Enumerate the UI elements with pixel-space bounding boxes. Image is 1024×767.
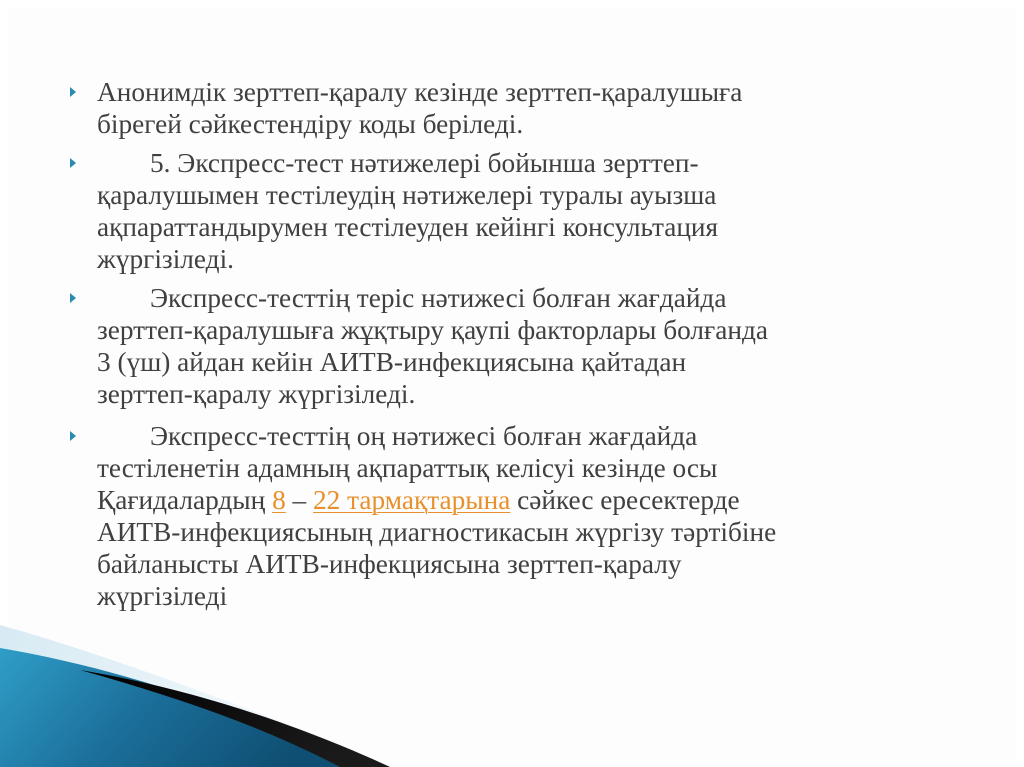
rule-22-link[interactable]: 22 тармақтарына — [313, 485, 511, 515]
bullet-arrow-icon — [70, 431, 76, 441]
text-line — [97, 147, 977, 179]
bullet-text-4 — [97, 420, 977, 612]
bullet-arrow-icon — [70, 158, 76, 168]
text-line: тестіленетін адамның ақпараттық келісуі кезінде осы — [97, 453, 718, 483]
text-line-content: 5. Экспресс-тест нәтижелері бойынша зерттеп- — [150, 148, 699, 178]
bullet-text-2 — [97, 147, 977, 275]
text-line: АИТВ-инфекциясының диагностикасын жүргізу тәртібіне — [97, 517, 777, 547]
bullet-arrow-icon — [70, 87, 76, 97]
link-separator-text: – — [285, 485, 314, 515]
text-line: бірегей сәйкестендіру коды беріледі. — [97, 109, 524, 139]
text-line: зерттеп-қаралу жүргізіледі. — [97, 379, 416, 409]
text-line: 3 (үш) айдан кейін АИТВ-инфекциясына қайтадан — [97, 347, 687, 377]
bullet-text-1 — [97, 76, 977, 140]
text-line: зерттеп-қаралушыға жұқтыру қаупі факторлары болғанда — [97, 315, 768, 345]
text-line — [97, 420, 977, 452]
rule-8-link[interactable]: 8 — [272, 485, 286, 515]
text-line-content: Экспресс-тесттің теріс нәтижесі болған жағдайда — [150, 283, 727, 313]
text-line: жүргізіледі — [97, 581, 228, 611]
text-line-content: Экспресс-тесттің оң нәтижесі болған жағдайда — [150, 421, 698, 451]
text-line: Анонимдік зерттеп-қаралу кезінде зерттеп-қаралушыға — [97, 77, 743, 107]
text-line — [97, 282, 977, 314]
text-line: жүргізіледі. — [97, 244, 234, 274]
link-prefix-text: Қағидалардың — [97, 485, 273, 515]
text-line: байланысты АИТВ-инфекциясына зерттеп-қаралу — [97, 549, 682, 579]
text-line: қаралушымен тестілеудің нәтижелері туралы ауызша — [97, 180, 717, 210]
bullet-text-3 — [97, 282, 977, 410]
link-suffix-text: сәйкес ересектерде — [510, 485, 740, 515]
text-line: ақпараттандырумен тестілеуден кейінгі консультация — [97, 212, 719, 242]
text-line-with-links — [97, 484, 977, 516]
bullet-arrow-icon — [70, 293, 76, 303]
